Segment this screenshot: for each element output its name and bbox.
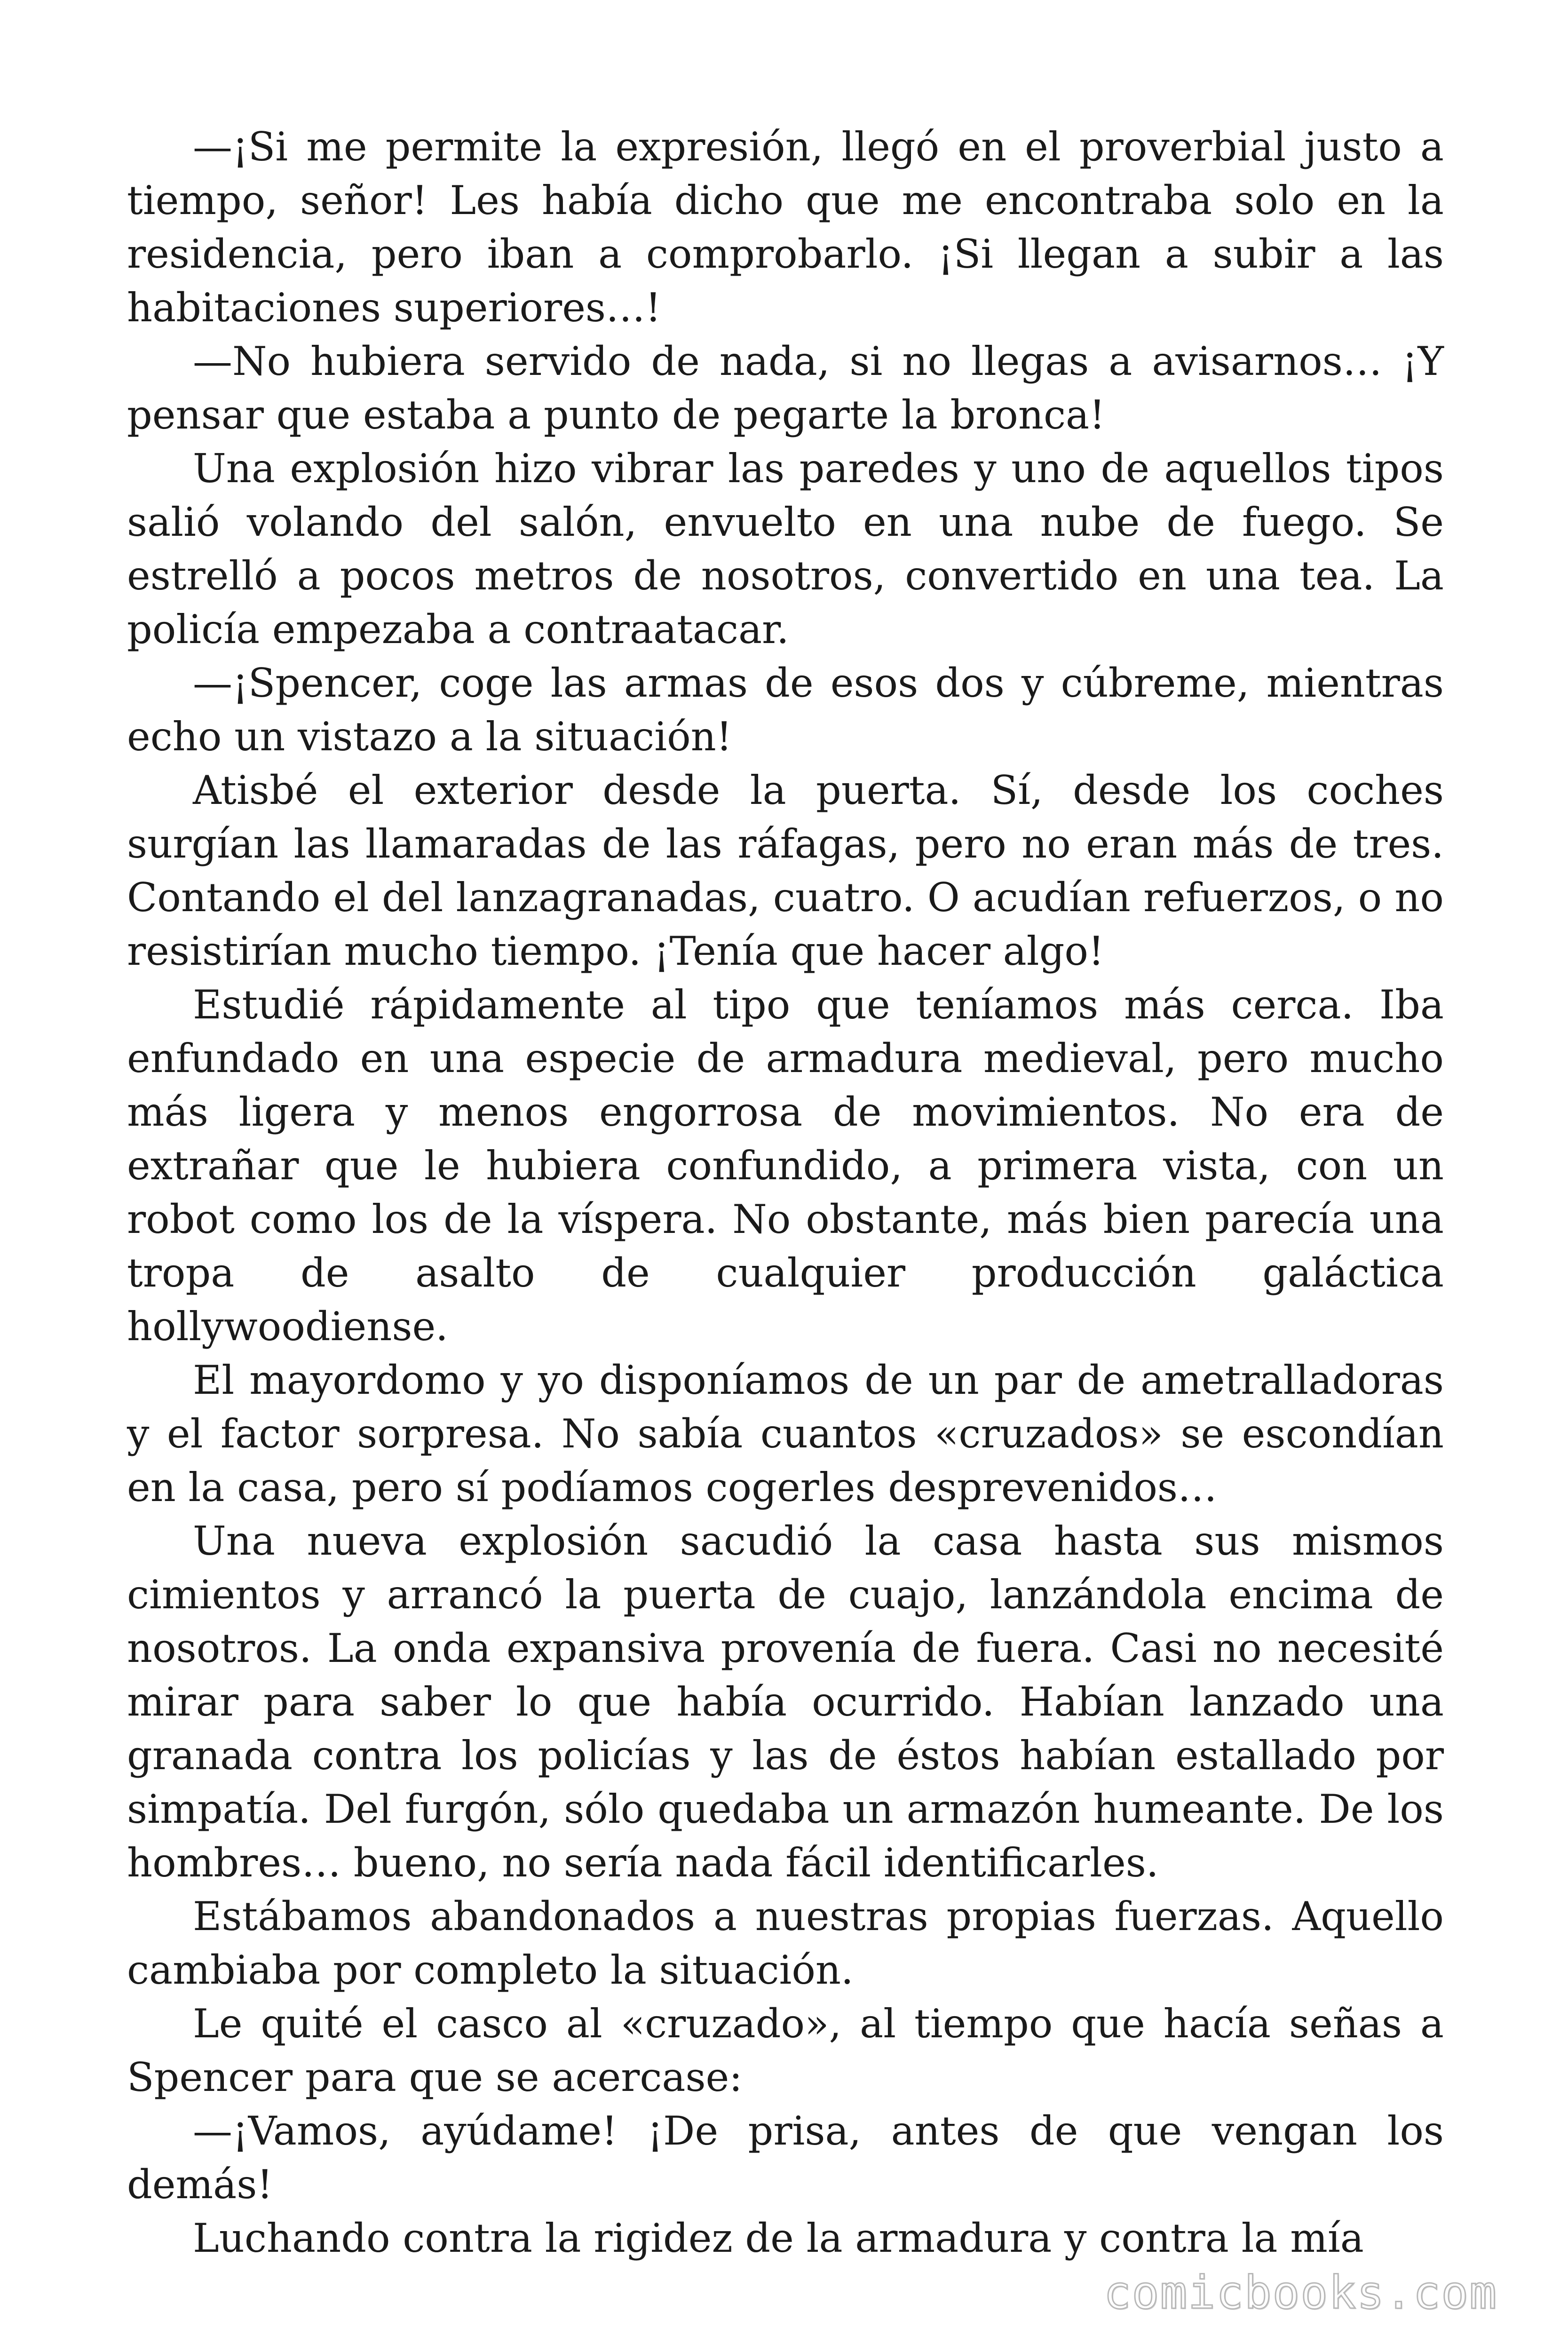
paragraph: Una explosión hizo vibrar las paredes y uno de aquellos tipos salió volando del salón, envuelto en una nube de fuego. Se estrelló a pocos metros de nosotros, convertido en una tea. La policía empezaba a contraatacar. [127,445,1444,652]
paragraph: Estábamos abandonados a nuestras propias fuerzas. Aquello cambiaba por completo la situación. [127,1893,1444,1993]
paragraph: Luchando contra la rigidez de la armadura y contra la mía [193,2215,1364,2261]
paragraph: —¡Si me permite la expresión, llegó en el proverbial justo a tiempo, señor! Les había dicho que me encontraba solo en la residencia, pero iban a comprobarlo. ¡Si llegan a subir a las habitaciones superiores…! [127,124,1444,331]
page-body [127,120,1444,2265]
paragraph: —No hubiera servido de nada, si no llegas a avisarnos… ¡Y pensar que estaba a punto de pegarte la bronca! [127,338,1444,438]
paragraph: Estudié rápidamente al tipo que teníamos más cerca. Iba enfundado en una especie de armadura medieval, pero mucho más ligera y menos engorrosa de movimientos. No era de extrañar que le hubiera confundido, a primera vista, con un robot como los de la víspera. No obstante, más bien parecía una tropa de asalto de cualquier producción galáctica hollywoodiense. [127,982,1444,1350]
paragraph: —¡Vamos, ayúdame! ¡De prisa, antes de que vengan los demás! [127,2108,1444,2208]
paragraph: Atisbé el exterior desde la puerta. Sí, desde los coches surgían las llamaradas de las ráfagas, pero no eran más de tres. Contando el del lanzagranadas, cuatro. O acudían refuerzos, o no resistirían mucho tiempo. ¡Tenía que hacer algo! [127,767,1444,974]
paragraph: —¡Spencer, coge las armas de esos dos y cúbreme, mientras echo un vistazo a la situación! [127,660,1444,760]
paragraph: El mayordomo y yo disponíamos de un par de ametralladoras y el factor sorpresa. No sabía cuantos «cruzados» se escondían en la casa, pero sí podíamos cogerles desprevenidos… [127,1357,1444,1510]
watermark: comicbooks.com [1103,2266,1497,2319]
paragraph: Le quité el casco al «cruzado», al tiempo que hacía señas a Spencer para que se acercase: [127,2001,1444,2100]
paragraph: Una nueva explosión sacudió la casa hasta sus mismos cimientos y arrancó la puerta de cuajo, lanzándola encima de nosotros. La onda expansiva provenía de fuera. Casi no necesité mirar para saber lo que había ocurrido. Habían lanzado una granada contra los policías y las de éstos habían estallado por simpatía. Del furgón, sólo quedaba un armazón humeante. De los hombres… bueno, no sería nada fácil identificarles. [127,1518,1444,1886]
